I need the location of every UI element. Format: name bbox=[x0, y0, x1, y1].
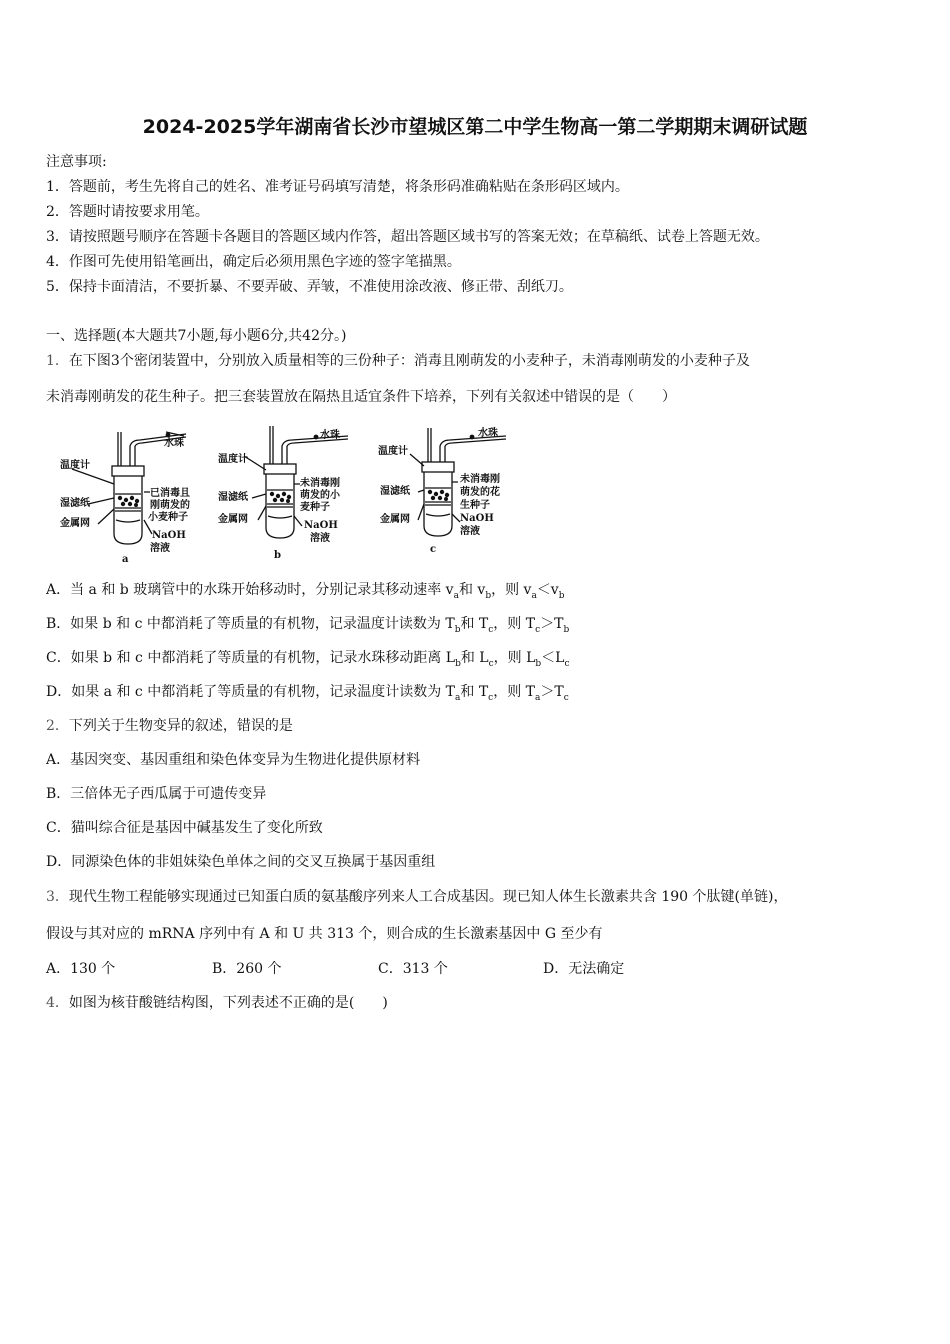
q2-option-d[interactable]: D．同源染色体的非姐妹染色单体之间的交叉互换属于基因重组 bbox=[46, 854, 436, 870]
subscript: a bbox=[455, 692, 461, 703]
notice-heading: 注意事项: bbox=[46, 154, 107, 170]
q1-option-c[interactable] bbox=[46, 648, 569, 674]
q1-option-b[interactable] bbox=[46, 614, 569, 640]
water-bead-label: 水珠 bbox=[478, 428, 498, 439]
section-heading: 一、选择题(本大题共7小题,每小题6分,共42分。) bbox=[46, 328, 347, 344]
seed-label-line: 麦种子 bbox=[300, 502, 330, 513]
q2-option-c[interactable]: C．猫叫综合征是基因中碱基发生了变化所致 bbox=[46, 820, 323, 836]
subscript: b bbox=[535, 658, 542, 669]
solution-label: 溶液 bbox=[150, 543, 170, 554]
apparatus-b bbox=[216, 424, 366, 566]
seed-label-line: 萌发的小 bbox=[300, 490, 340, 501]
q3-option-d[interactable]: D．无法确定 bbox=[543, 961, 625, 977]
apparatus-c bbox=[376, 424, 526, 566]
seed-label-line: 生种子 bbox=[460, 500, 490, 511]
q3-stem-line1 bbox=[46, 887, 787, 907]
thermometer-label: 温度计 bbox=[60, 460, 90, 471]
option-text: A．当 a 和 b 玻璃管中的水珠开始移动时，分别记录其移动速率 v bbox=[46, 582, 454, 598]
q2-stem bbox=[46, 716, 293, 736]
option-text: D．如果 a 和 c 中都消耗了等质量的有机物，记录温度计读数为 T bbox=[46, 684, 455, 700]
option-text: ，则 T bbox=[493, 616, 536, 632]
water-bead-label: 水珠 bbox=[320, 430, 340, 441]
subscript: b bbox=[485, 590, 492, 601]
option-text: 和 T bbox=[460, 616, 489, 632]
metal-mesh-label: 金属网 bbox=[380, 514, 410, 525]
q3-stem-text: 现代生物工程能够实现通过已知蛋白质的氨基酸序列来人工合成基因。现已知人体生长激素共含 190 个肽键(单链)， bbox=[68, 889, 788, 905]
thermometer-label: 温度计 bbox=[218, 454, 248, 465]
wet-filter-paper-label: 湿滤纸 bbox=[380, 486, 410, 497]
subscript: c bbox=[535, 624, 541, 635]
option-text: ＜L bbox=[541, 650, 565, 666]
subscript: c bbox=[488, 692, 494, 703]
subscript: a bbox=[531, 590, 537, 601]
option-text: ，则 L bbox=[493, 650, 536, 666]
q4-stem-text: 如图为核苷酸链结构图，下列表述不正确的是( ) bbox=[68, 995, 388, 1011]
subscript: c bbox=[564, 658, 570, 669]
option-text: 和 T bbox=[460, 684, 489, 700]
option-text: 和 v bbox=[458, 582, 486, 598]
q3-stem-line2: 假设与其对应的 mRNA 序列中有 A 和 U 共 313 个，则合成的生长激素基因中 G 至少有 bbox=[46, 926, 603, 942]
q1-number: 1． bbox=[46, 353, 69, 369]
subscript: b bbox=[454, 624, 461, 635]
water-bead-label: 水珠 bbox=[164, 438, 184, 449]
naoh-label: NaOH bbox=[304, 520, 338, 531]
notice-item: 3．请按照题号顺序在答题卡各题目的答题区域内作答，超出答题区域书写的答案无效；在草稿纸、试卷上答题无效。 bbox=[46, 229, 769, 245]
option-text: ＞T bbox=[540, 684, 564, 700]
option-text: ＜v bbox=[536, 582, 559, 598]
subscript: c bbox=[563, 692, 569, 703]
option-text: C．如果 b 和 c 中都消耗了等质量的有机物，记录水珠移动距离 L bbox=[46, 650, 456, 666]
q3-option-b[interactable]: B．260 个 bbox=[212, 961, 282, 977]
notice-item: 2．答题时请按要求用笔。 bbox=[46, 204, 209, 220]
q1-stem-line2: 未消毒刚萌发的花生种子。把三套装置放在隔热且适宜条件下培养，下列有关叙述中错误的是（ ） bbox=[46, 389, 676, 405]
subscript: b bbox=[558, 590, 565, 601]
seed-label-line: 未消毒刚 bbox=[460, 474, 500, 485]
q2-number: 2． bbox=[46, 718, 69, 734]
subscript: c bbox=[488, 624, 494, 635]
apparatus-a bbox=[58, 424, 208, 566]
q3-number: 3． bbox=[46, 889, 69, 905]
seed-label-line: 小麦种子 bbox=[148, 512, 188, 523]
option-text: ，则 T bbox=[493, 684, 536, 700]
notice-item: 1．答题前，考生先将自己的姓名、准考证号码填写清楚，将条形码准确粘贴在条形码区域内。 bbox=[46, 179, 629, 195]
naoh-label: NaOH bbox=[152, 530, 186, 541]
seed-label-line: 未消毒刚 bbox=[300, 478, 340, 489]
metal-mesh-label: 金属网 bbox=[60, 518, 90, 529]
thermometer-label: 温度计 bbox=[378, 446, 408, 457]
q2-option-a[interactable]: A．基因突变、基因重组和染色体变异为生物进化提供原材料 bbox=[46, 752, 421, 768]
apparatus-label: b bbox=[274, 550, 281, 561]
option-text: ，则 v bbox=[491, 582, 532, 598]
subscript: a bbox=[535, 692, 541, 703]
apparatus-label: c bbox=[430, 544, 437, 555]
q2-option-b[interactable]: B．三倍体无子西瓜属于可遗传变异 bbox=[46, 786, 267, 802]
q1-option-d[interactable] bbox=[46, 682, 569, 708]
subscript: a bbox=[453, 590, 459, 601]
q1-option-a[interactable] bbox=[46, 580, 565, 606]
subscript: b bbox=[563, 624, 570, 635]
option-text: ＞T bbox=[540, 616, 564, 632]
notice-item: 5．保持卡面清洁，不要折暴、不要弄破、弄皱，不准使用涂改液、修正带、刮纸刀。 bbox=[46, 279, 573, 295]
q1-stem-text: 在下图3个密闭装置中，分别放入质量相等的三份种子：消毒且刚萌发的小麦种子，未消毒刚萌发的小麦种子及 bbox=[68, 353, 750, 369]
seed-label-line: 刚萌发的 bbox=[150, 500, 190, 511]
q1-stem-line1 bbox=[46, 351, 750, 371]
wet-filter-paper-label: 湿滤纸 bbox=[60, 498, 90, 509]
option-text: B．如果 b 和 c 中都消耗了等质量的有机物，记录温度计读数为 T bbox=[46, 616, 455, 632]
q4-stem bbox=[46, 993, 388, 1013]
subscript: b bbox=[455, 658, 461, 669]
q4-number: 4． bbox=[46, 995, 69, 1011]
notice-item: 4．作图可先使用铅笔画出，确定后必须用黑色字迹的签字笔描黑。 bbox=[46, 254, 461, 270]
q3-option-c[interactable]: C．313 个 bbox=[378, 961, 448, 977]
page-title: 2024-2025学年湖南省长沙市望城区第二中学生物高一第二学期期末调研试题 bbox=[142, 116, 808, 138]
q2-stem-text: 下列关于生物变异的叙述，错误的是 bbox=[68, 718, 293, 734]
apparatus-label: a bbox=[122, 554, 129, 565]
option-text: 和 L bbox=[460, 650, 489, 666]
q3-option-a[interactable]: A．130 个 bbox=[46, 961, 116, 977]
solution-label: 溶液 bbox=[460, 526, 480, 537]
seed-label-line: 已消毒且 bbox=[150, 488, 190, 499]
seed-label-line: 萌发的花 bbox=[460, 487, 500, 498]
solution-label: 溶液 bbox=[310, 533, 330, 544]
metal-mesh-label: 金属网 bbox=[218, 514, 248, 525]
naoh-label: NaOH bbox=[460, 513, 494, 524]
wet-filter-paper-label: 湿滤纸 bbox=[218, 492, 248, 503]
subscript: c bbox=[488, 658, 494, 669]
